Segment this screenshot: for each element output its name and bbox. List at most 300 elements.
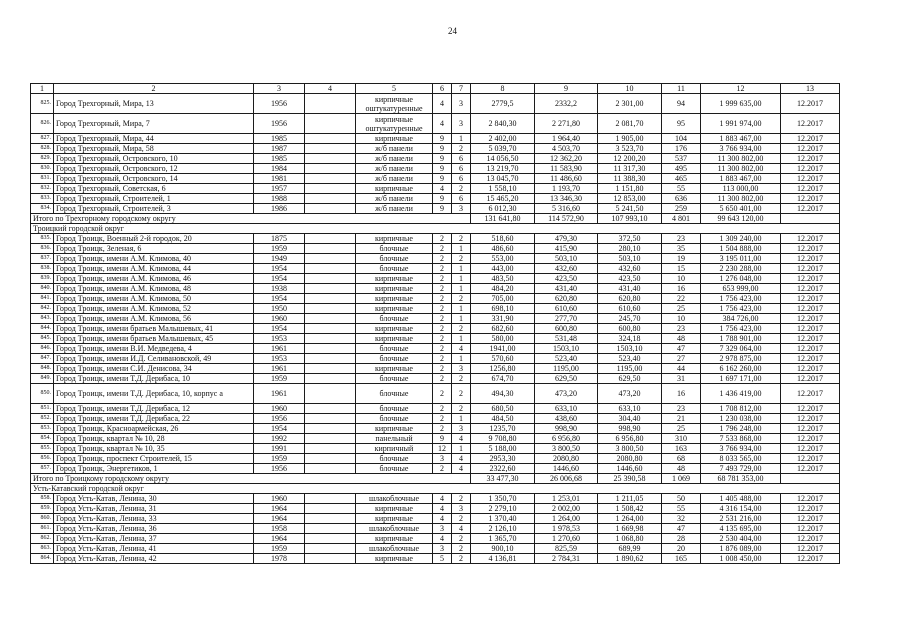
year-built-cell: 1954: [254, 324, 305, 334]
living-area-cell: 523,40: [535, 354, 598, 364]
col4-cell: [305, 184, 356, 194]
table-row: [31, 254, 840, 264]
row-number-cell: 834.: [31, 204, 54, 214]
col4-cell: [305, 404, 356, 414]
table-row: [31, 434, 840, 444]
year-built-cell: 1954: [254, 424, 305, 434]
year-built-cell: 1954: [254, 264, 305, 274]
residential-area-cell: 503,10: [598, 254, 662, 264]
housing-register-table: [30, 83, 840, 564]
entrances-cell: 2: [452, 384, 471, 404]
wall-material-cell: шлакоблочные: [356, 494, 433, 504]
cost-cell: 1 883 467,00: [701, 174, 781, 184]
deadline-cell: 12.2017: [781, 414, 840, 424]
wall-material-cell: блочные: [356, 264, 433, 274]
year-built-cell: 1953: [254, 354, 305, 364]
deadline-cell: 12.2017: [781, 164, 840, 174]
entrances-cell: 2: [452, 534, 471, 544]
residents-cell: 68: [662, 454, 701, 464]
total-area-cell: 1941,00: [471, 344, 535, 354]
total-area-cell: 1 365,70: [471, 534, 535, 544]
residents-cell: 310: [662, 434, 701, 444]
living-area-cell: 2332,2: [535, 94, 598, 114]
table-row: [31, 324, 840, 334]
entrances-cell: 1: [452, 444, 471, 454]
row-number-cell: 825.: [31, 94, 54, 114]
entrances-cell: 2: [452, 374, 471, 384]
year-built-cell: 1953: [254, 334, 305, 344]
residential-area-cell: 1 890,62: [598, 554, 662, 564]
col4-cell: [305, 154, 356, 164]
address-cell: Город Трехгорный, Строителей, 1: [54, 194, 254, 204]
entrances-cell: 2: [452, 324, 471, 334]
address-cell: Город Троицк, имени Т.Д. Дерибаса, 10: [54, 374, 254, 384]
year-built-cell: 1961: [254, 364, 305, 374]
residents-cell: 23: [662, 234, 701, 244]
deadline-cell: 12.2017: [781, 444, 840, 454]
year-built-cell: 1960: [254, 494, 305, 504]
residents-cell: 16: [662, 284, 701, 294]
col4-cell: [305, 524, 356, 534]
col4-cell: [305, 164, 356, 174]
row-number-cell: 840.: [31, 284, 54, 294]
column-number: 10: [598, 84, 662, 94]
residential-area-cell: 245,70: [598, 314, 662, 324]
column-number: 5: [356, 84, 433, 94]
col4-cell: [305, 244, 356, 254]
row-number-cell: 856.: [31, 454, 54, 464]
cost-cell: 7 493 729,00: [701, 464, 781, 474]
row-number-cell: 859.: [31, 504, 54, 514]
deadline-cell: 12.2017: [781, 434, 840, 444]
residential-area-cell: 1 905,00: [598, 134, 662, 144]
living-area-cell: 423,50: [535, 274, 598, 284]
subtotal-cell: 131 641,80: [471, 214, 535, 224]
wall-material-cell: блочные: [356, 454, 433, 464]
address-cell: Город Троицк, имени А.М. Климова, 46: [54, 274, 254, 284]
living-area-cell: 11 486,60: [535, 174, 598, 184]
table-row: [31, 374, 840, 384]
residents-cell: 104: [662, 134, 701, 144]
table-row: [31, 344, 840, 354]
table-row: [31, 524, 840, 534]
cost-cell: 1 788 901,00: [701, 334, 781, 344]
wall-material-cell: блочные: [356, 344, 433, 354]
residents-cell: 44: [662, 364, 701, 374]
row-number-cell: 858.: [31, 494, 54, 504]
floors-cell: 2: [433, 294, 452, 304]
living-area-cell: 610,60: [535, 304, 598, 314]
cost-cell: 1 504 888,00: [701, 244, 781, 254]
entrances-cell: 1: [452, 354, 471, 364]
total-area-cell: 15 465,20: [471, 194, 535, 204]
column-number: 6: [433, 84, 452, 94]
table-row: [31, 454, 840, 464]
floors-cell: 2: [433, 274, 452, 284]
living-area-cell: 13 346,30: [535, 194, 598, 204]
floors-cell: 9: [433, 154, 452, 164]
subtotal-cell: 4 801: [662, 214, 701, 224]
column-number: 3: [254, 84, 305, 94]
address-cell: Город Троицк, Красноармейская, 26: [54, 424, 254, 434]
subtotal-cell: 99 643 120,00: [701, 214, 781, 224]
year-built-cell: 1956: [254, 414, 305, 424]
table-row: [31, 494, 840, 504]
wall-material-cell: шлакоблочные: [356, 524, 433, 534]
year-built-cell: 1964: [254, 534, 305, 544]
total-area-cell: 1 558,10: [471, 184, 535, 194]
table-row: [31, 204, 840, 214]
cost-cell: 1 708 812,00: [701, 404, 781, 414]
address-cell: Город Троицк, квартал № 10, 28: [54, 434, 254, 444]
col4-cell: [305, 444, 356, 454]
address-cell: Город Троицк, Зеленая, 6: [54, 244, 254, 254]
entrances-cell: 1: [452, 244, 471, 254]
col4-cell: [305, 304, 356, 314]
total-area-cell: 705,00: [471, 294, 535, 304]
col4-cell: [305, 494, 356, 504]
year-built-cell: 1949: [254, 254, 305, 264]
table-row: [31, 534, 840, 544]
col4-cell: [305, 424, 356, 434]
residential-area-cell: 1 508,42: [598, 504, 662, 514]
floors-cell: 2: [433, 354, 452, 364]
row-number-cell: 831.: [31, 174, 54, 184]
wall-material-cell: кирпичные: [356, 134, 433, 144]
floors-cell: 9: [433, 164, 452, 174]
residential-area-cell: 1446,60: [598, 464, 662, 474]
row-number-cell: 857.: [31, 464, 54, 474]
table-row: [31, 414, 840, 424]
year-built-cell: 1958: [254, 524, 305, 534]
col4-cell: [305, 144, 356, 154]
col4-cell: [305, 234, 356, 244]
address-cell: Город Трехгорный, Островского, 12: [54, 164, 254, 174]
residential-area-cell: 2080,80: [598, 454, 662, 464]
living-area-cell: 633,10: [535, 404, 598, 414]
deadline-cell: 12.2017: [781, 334, 840, 344]
deadline-cell: 12.2017: [781, 524, 840, 534]
address-cell: Город Трехгорный, Строителей, 3: [54, 204, 254, 214]
residents-cell: 22: [662, 294, 701, 304]
residents-cell: 23: [662, 324, 701, 334]
row-number-cell: 863.: [31, 544, 54, 554]
row-number-cell: 832.: [31, 184, 54, 194]
residents-cell: 21: [662, 414, 701, 424]
year-built-cell: 1987: [254, 144, 305, 154]
residential-area-cell: 2 301,00: [598, 94, 662, 114]
total-area-cell: 2 402,00: [471, 134, 535, 144]
year-built-cell: 1954: [254, 294, 305, 304]
address-cell: Город Троицк, проспект Строителей, 15: [54, 454, 254, 464]
deadline-cell: 12.2017: [781, 274, 840, 284]
deadline-cell: 12.2017: [781, 374, 840, 384]
total-area-cell: 5 039,70: [471, 144, 535, 154]
living-area-cell: 1 253,01: [535, 494, 598, 504]
residents-cell: 95: [662, 114, 701, 134]
wall-material-cell: блочные: [356, 374, 433, 384]
residential-area-cell: 324,18: [598, 334, 662, 344]
subtotal-cell: [781, 474, 840, 484]
year-built-cell: 1959: [254, 454, 305, 464]
floors-cell: 4: [433, 534, 452, 544]
deadline-cell: 12.2017: [781, 514, 840, 524]
table-row: [31, 354, 840, 364]
deadline-cell: 12.2017: [781, 344, 840, 354]
col4-cell: [305, 194, 356, 204]
total-area-cell: 1235,70: [471, 424, 535, 434]
residents-cell: 465: [662, 174, 701, 184]
address-cell: Город Троицк, имени братьев Малышевых, 45: [54, 334, 254, 344]
row-number-cell: 838.: [31, 264, 54, 274]
residential-area-cell: 423,50: [598, 274, 662, 284]
section-header-row: [31, 484, 840, 494]
total-area-cell: 14 056,50: [471, 154, 535, 164]
column-number-row: [31, 84, 840, 94]
year-built-cell: 1961: [254, 344, 305, 354]
address-cell: Город Троицк, имени братьев Малышевых, 41: [54, 324, 254, 334]
year-built-cell: 1959: [254, 544, 305, 554]
table-row: [31, 164, 840, 174]
table-row: [31, 424, 840, 434]
year-built-cell: 1956: [254, 114, 305, 134]
residents-cell: 31: [662, 374, 701, 384]
residential-area-cell: 620,80: [598, 294, 662, 304]
col4-cell: [305, 204, 356, 214]
wall-material-cell: кирпичные: [356, 424, 433, 434]
cost-cell: 113 000,00: [701, 184, 781, 194]
residential-area-cell: 1 264,00: [598, 514, 662, 524]
year-built-cell: 1988: [254, 194, 305, 204]
living-area-cell: 998,90: [535, 424, 598, 434]
total-area-cell: 4 136,81: [471, 554, 535, 564]
table-row: [31, 174, 840, 184]
cost-cell: 1 756 423,00: [701, 294, 781, 304]
living-area-cell: 431,40: [535, 284, 598, 294]
table-row: [31, 244, 840, 254]
living-area-cell: 2 002,00: [535, 504, 598, 514]
row-number-cell: 843.: [31, 314, 54, 324]
address-cell: Город Усть-Катав, Ленина, 41: [54, 544, 254, 554]
entrances-cell: 6: [452, 194, 471, 204]
cost-cell: 11 300 802,00: [701, 154, 781, 164]
residents-cell: 32: [662, 514, 701, 524]
deadline-cell: 12.2017: [781, 534, 840, 544]
deadline-cell: 12.2017: [781, 154, 840, 164]
total-area-cell: 570,60: [471, 354, 535, 364]
col4-cell: [305, 274, 356, 284]
residents-cell: 47: [662, 344, 701, 354]
deadline-cell: 12.2017: [781, 384, 840, 404]
entrances-cell: 2: [452, 514, 471, 524]
entrances-cell: 1: [452, 314, 471, 324]
living-area-cell: 1 193,70: [535, 184, 598, 194]
total-area-cell: 13 219,70: [471, 164, 535, 174]
year-built-cell: 1991: [254, 444, 305, 454]
entrances-cell: 4: [452, 524, 471, 534]
floors-cell: 2: [433, 324, 452, 334]
residential-area-cell: 600,80: [598, 324, 662, 334]
deadline-cell: 12.2017: [781, 284, 840, 294]
total-area-cell: 6 012,30: [471, 204, 535, 214]
col4-cell: [305, 134, 356, 144]
cost-cell: 3 766 934,00: [701, 144, 781, 154]
residential-area-cell: 689,99: [598, 544, 662, 554]
floors-cell: 2: [433, 404, 452, 414]
row-number-cell: 845.: [31, 334, 54, 344]
cost-cell: 11 300 802,00: [701, 164, 781, 174]
residents-cell: 176: [662, 144, 701, 154]
living-area-cell: 11 583,90: [535, 164, 598, 174]
deadline-cell: 12.2017: [781, 304, 840, 314]
column-number: 11: [662, 84, 701, 94]
table-row: [31, 284, 840, 294]
cost-cell: 1 008 450,00: [701, 554, 781, 564]
residential-area-cell: 610,60: [598, 304, 662, 314]
wall-material-cell: кирпичные: [356, 334, 433, 344]
residents-cell: 25: [662, 424, 701, 434]
floors-cell: 2: [433, 284, 452, 294]
floors-cell: 2: [433, 314, 452, 324]
cost-cell: 2 230 288,00: [701, 264, 781, 274]
cost-cell: 1 697 171,00: [701, 374, 781, 384]
living-area-cell: 4 503,70: [535, 144, 598, 154]
wall-material-cell: ж/б панели: [356, 174, 433, 184]
year-built-cell: 1959: [254, 244, 305, 254]
residents-cell: 48: [662, 334, 701, 344]
table-row: [31, 304, 840, 314]
subtotal-cell: [781, 214, 840, 224]
row-number-cell: 862.: [31, 534, 54, 544]
wall-material-cell: блочные: [356, 384, 433, 404]
deadline-cell: 12.2017: [781, 254, 840, 264]
total-area-cell: 553,00: [471, 254, 535, 264]
cost-cell: 4 316 154,00: [701, 504, 781, 514]
total-area-cell: 2779,5: [471, 94, 535, 114]
total-area-cell: 13 045,70: [471, 174, 535, 184]
wall-material-cell: блочные: [356, 314, 433, 324]
living-area-cell: 2080,80: [535, 454, 598, 464]
residential-area-cell: 3 523,70: [598, 144, 662, 154]
cost-cell: 3 766 934,00: [701, 444, 781, 454]
row-number-cell: 841.: [31, 294, 54, 304]
column-number: 7: [452, 84, 471, 94]
residents-cell: 47: [662, 524, 701, 534]
table-row: [31, 504, 840, 514]
entrances-cell: 3: [452, 364, 471, 374]
cost-cell: 4 135 695,00: [701, 524, 781, 534]
floors-cell: 2: [433, 334, 452, 344]
wall-material-cell: кирпичные: [356, 514, 433, 524]
address-cell: Город Усть-Катав, Ленина, 31: [54, 504, 254, 514]
living-area-cell: 1 978,53: [535, 524, 598, 534]
cost-cell: 653 999,00: [701, 284, 781, 294]
residential-area-cell: 633,10: [598, 404, 662, 414]
col4-cell: [305, 264, 356, 274]
address-cell: Город Трехгорный, Мира, 44: [54, 134, 254, 144]
entrances-cell: 1: [452, 134, 471, 144]
cost-cell: 5 650 401,00: [701, 204, 781, 214]
wall-material-cell: ж/б панели: [356, 164, 433, 174]
residential-area-cell: 431,40: [598, 284, 662, 294]
floors-cell: 2: [433, 244, 452, 254]
address-cell: Город Троицк, имени Т.Д. Дерибаса, 10, корпус а: [54, 384, 254, 404]
wall-material-cell: шлакоблочные: [356, 544, 433, 554]
subtotal-row: [31, 474, 840, 484]
residents-cell: 10: [662, 314, 701, 324]
col4-cell: [305, 554, 356, 564]
entrances-cell: 1: [452, 304, 471, 314]
floors-cell: 4: [433, 494, 452, 504]
floors-cell: 2: [433, 374, 452, 384]
floors-cell: 3: [433, 524, 452, 534]
total-area-cell: 5 188,00: [471, 444, 535, 454]
year-built-cell: 1961: [254, 384, 305, 404]
col4-cell: [305, 294, 356, 304]
address-cell: Город Трехгорный, Мира, 13: [54, 94, 254, 114]
entrances-cell: 4: [452, 434, 471, 444]
entrances-cell: 4: [452, 454, 471, 464]
floors-cell: 4: [433, 114, 452, 134]
living-area-cell: 277,70: [535, 314, 598, 324]
cost-cell: 3 195 011,00: [701, 254, 781, 264]
residential-area-cell: 523,40: [598, 354, 662, 364]
residents-cell: 15: [662, 264, 701, 274]
year-built-cell: 1984: [254, 164, 305, 174]
residents-cell: 23: [662, 404, 701, 414]
wall-material-cell: кирпичные: [356, 324, 433, 334]
subtotal-cell: 114 572,90: [535, 214, 598, 224]
deadline-cell: 12.2017: [781, 114, 840, 134]
floors-cell: 2: [433, 344, 452, 354]
column-number: 1: [31, 84, 54, 94]
cost-cell: 6 162 260,00: [701, 364, 781, 374]
wall-material-cell: кирпичные: [356, 534, 433, 544]
address-cell: Город Усть-Катав, Ленина, 42: [54, 554, 254, 564]
wall-material-cell: блочные: [356, 414, 433, 424]
address-cell: Город Троицк, имени А.М. Климова, 56: [54, 314, 254, 324]
total-area-cell: 698,10: [471, 304, 535, 314]
cost-cell: 1 436 419,00: [701, 384, 781, 404]
table-row: [31, 194, 840, 204]
living-area-cell: 432,60: [535, 264, 598, 274]
deadline-cell: 12.2017: [781, 354, 840, 364]
living-area-cell: 438,60: [535, 414, 598, 424]
residents-cell: 35: [662, 244, 701, 254]
deadline-cell: 12.2017: [781, 454, 840, 464]
address-cell: Город Усть-Катав, Ленина, 30: [54, 494, 254, 504]
entrances-cell: 2: [452, 294, 471, 304]
residents-cell: 163: [662, 444, 701, 454]
table-row: [31, 184, 840, 194]
residential-area-cell: 1 068,80: [598, 534, 662, 544]
wall-material-cell: кирпичные: [356, 504, 433, 514]
address-cell: Город Троицк, имени В.И. Медведева, 4: [54, 344, 254, 354]
entrances-cell: 2: [452, 554, 471, 564]
floors-cell: 2: [433, 254, 452, 264]
residential-area-cell: 12 200,20: [598, 154, 662, 164]
residential-area-cell: 629,50: [598, 374, 662, 384]
floors-cell: 2: [433, 384, 452, 404]
floors-cell: 4: [433, 504, 452, 514]
deadline-cell: 12.2017: [781, 294, 840, 304]
living-area-cell: 531,48: [535, 334, 598, 344]
wall-material-cell: блочные: [356, 354, 433, 364]
residents-cell: 55: [662, 504, 701, 514]
wall-material-cell: кирпичные: [356, 554, 433, 564]
address-cell: Город Троицк, имени А.М. Климова, 50: [54, 294, 254, 304]
cost-cell: 1 991 974,00: [701, 114, 781, 134]
